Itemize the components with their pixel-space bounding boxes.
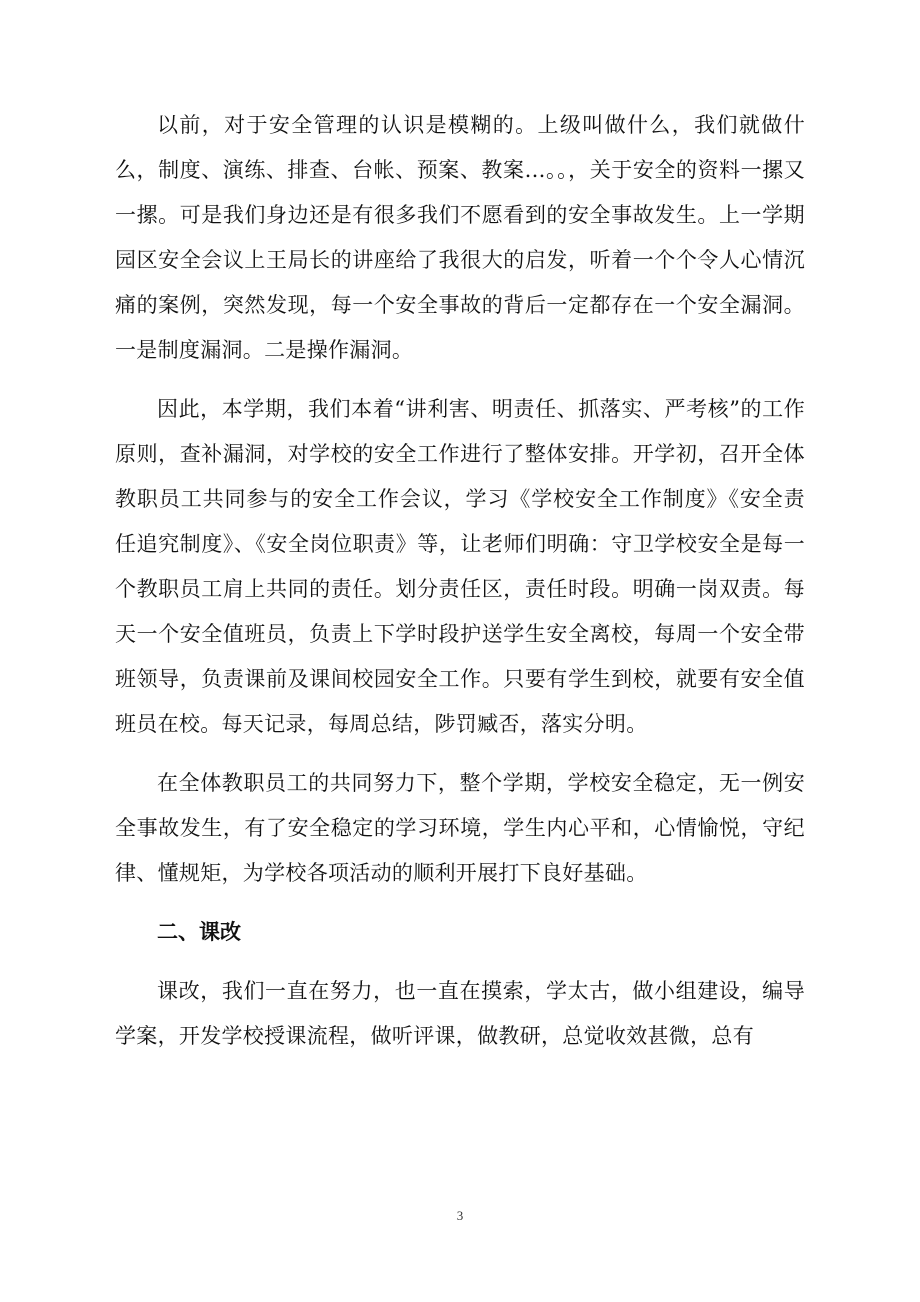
paragraph-safety-results: 在全体教职员工的共同努力下，整个学期，学校安全稳定，无一例安全事故发生，有了安全稳定的学习环境，学生内心平和，心情愉悦，守纪律、懂规矩，为学校各项活动的顺利开展打下良好基础。 (115, 771, 805, 885)
document-body (115, 103, 805, 1073)
paragraph-curriculum-reform: 课改，我们一直在努力，也一直在摸索，学太古，做小组建设，编导学案，开发学校授课流程，做听评课，做教研，总觉收效甚微，总有 (115, 979, 805, 1048)
paragraph-safety-awareness: 以前，对于安全管理的认识是模糊的。上级叫做什么，我们就做什么，制度、演练、排查、台帐、预案、教案…。。，关于安全的资料一摞又一摞。可是我们身边还是有很多我们不愿看到的安全事故发生。上一学期园区安全会议上王局长的讲座给了我很大的启发，听着一个个令人心情沉痛的案例，突然发现，每一个安全事故的背后一定都存在一个安全漏洞。一是制度漏洞。二是操作漏洞。 (115, 113, 805, 362)
section-heading-curriculum-reform: 二、课改 (157, 920, 241, 944)
paragraph-safety-measures: 因此，本学期，我们本着“讲利害、明责任、抓落实、严考核”的工作原则，查补漏洞，对学校的安全工作进行了整体安排。开学初，召开全体教职员工共同参与的安全工作会议，学习《学校安全工作制度》《安全责任追究制度》、《安全岗位职责》等，让老师们明确：守卫学校安全是每一个教职员工肩上共同的责任。划分责任区，责任时段。明确一岗双责。每天一个安全值班员，负责上下学时段护送学生安全离校，每周一个安全带班领导，负责课前及课间校园安全工作。只要有学生到校，就要有安全值班员在校。每天记录，每周总结，陟罚臧否，落实分明。 (115, 397, 805, 736)
page-number: 3 (456, 1208, 464, 1223)
